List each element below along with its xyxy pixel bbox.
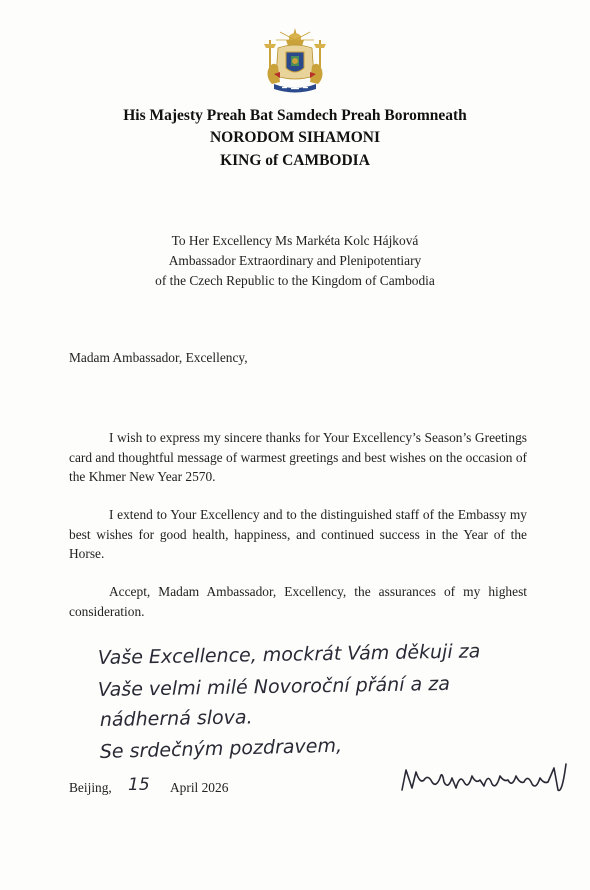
sender-name: NORODOM SIHAMONI [209,129,381,146]
royal-arms-of-cambodia-icon [258,26,332,96]
sender-title: His Majesty Preah Bat Samdech Preah Boromneath [123,107,467,124]
handwritten-line: Vaše velmi milé Novoroční přání a za [97,672,451,701]
body-paragraph-thanks: I wish to express my sincere thanks for Your Excellency’s Season’s Greetings card and thoughtful message of warmest greetings and best wishes on the occasion of the Khmer New Year 2570. [69,430,527,484]
handwritten-line: nádherná slova. [99,706,253,731]
date-month-year: April 2026 [170,780,229,795]
royal-signature [398,760,570,800]
addressee-title: Ambassador Extraordinary and Plenipotentiary [168,253,422,268]
handwritten-line: Vaše Excellence, mockrát Vám děkuji za [97,640,481,669]
handwritten-line: Se srdečným pozdravem, [99,734,343,763]
place-of-signing: Beijing, [69,780,112,795]
salutation: Madam Ambassador, Excellency, [69,350,248,365]
handwritten-note [0,640,590,770]
sender-office: KING of CAMBODIA [220,152,370,169]
body-paragraph-closing: Accept, Madam Ambassador, Excellency, the assurances of my highest consideration. [69,584,527,619]
addressee-mission: of the Czech Republic to the Kingdom of Cambodia [155,273,435,288]
body-paragraph-wishes: I extend to Your Excellency and to the distinguished staff of the Embassy my best wishes for good health, happiness, and continued success in the Year of the Horse. [69,507,527,561]
date-day: 15 [128,775,150,795]
addressee-name: To Her Excellency Ms Markéta Kolc Hájková [171,233,419,248]
